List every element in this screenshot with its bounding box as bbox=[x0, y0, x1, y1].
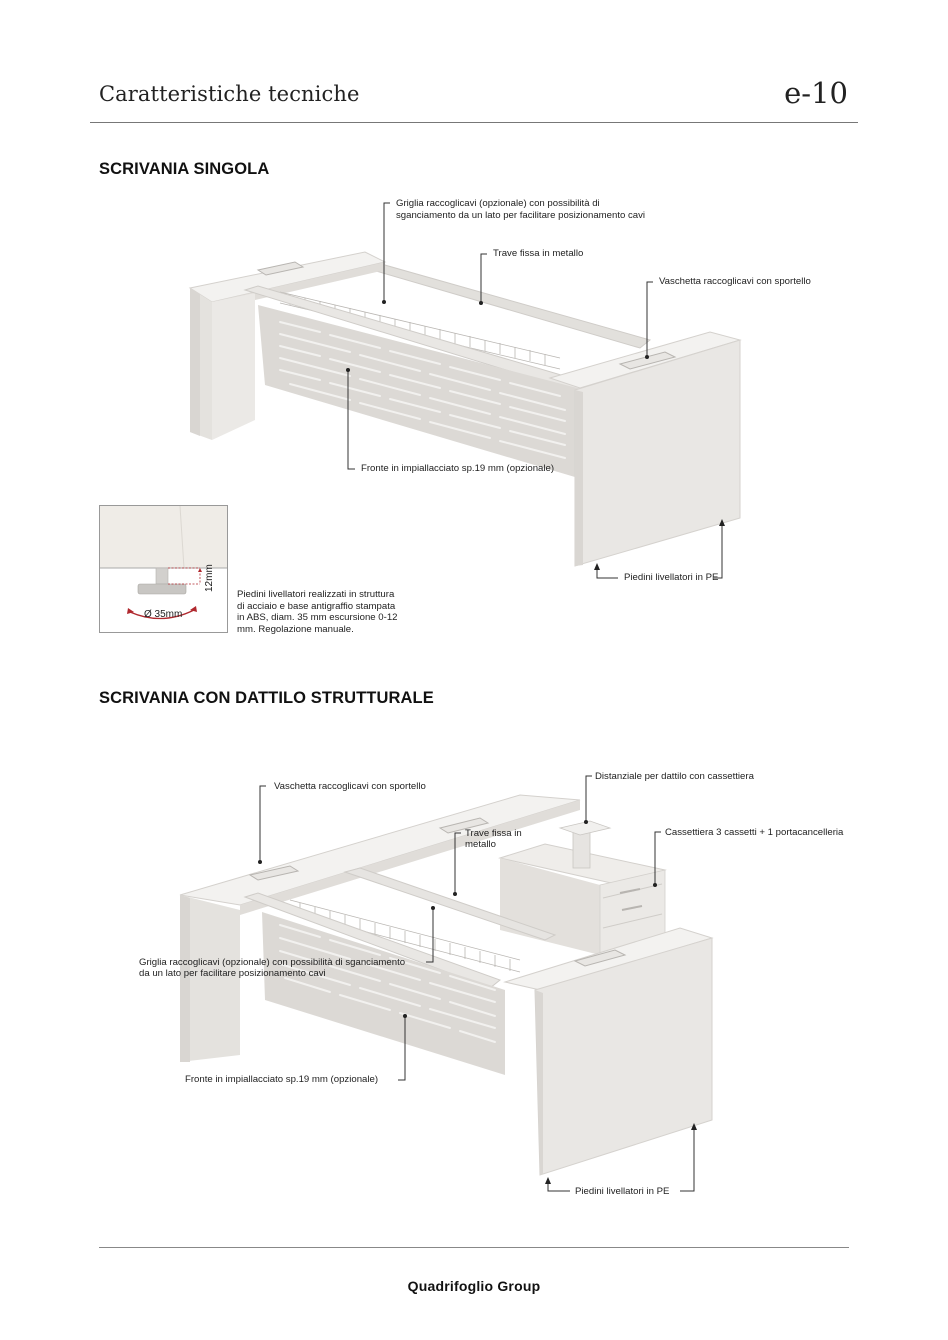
callout2-griglia-line2: da un lato per facilitare posizionamento cavi bbox=[139, 968, 326, 979]
page-code: e-10 bbox=[784, 76, 848, 110]
leveler-height-label: 12mm bbox=[204, 564, 215, 592]
callout2-fronte: Fronte in impiallacciato sp.19 mm (opzionale) bbox=[185, 1074, 379, 1085]
callout2-vaschetta: Vaschetta raccoglicavi con sportello bbox=[274, 781, 426, 792]
leveler-description-line: di acciaio e base antigraffio stampata bbox=[237, 600, 396, 612]
callout-griglia-line1: Griglia raccoglicavi (opzionale) con possibilità di bbox=[396, 198, 600, 209]
callout-griglia-line2: sganciamento da un lato per facilitare posizionamento cavi bbox=[396, 210, 646, 221]
callout2-piedini: Piedini livellatori in PE bbox=[575, 1186, 670, 1197]
page-title: Caratteristiche tecniche bbox=[99, 82, 360, 106]
leveler-diameter-label: Ø 35mm bbox=[144, 609, 183, 620]
leveler-description-line: Piedini livellatori realizzati in struttura bbox=[237, 589, 395, 600]
callout2-trave-line2: metallo bbox=[465, 839, 496, 850]
callout-trave: Trave fissa in metallo bbox=[493, 248, 584, 259]
callout2-trave-line1: Trave fissa in bbox=[465, 828, 522, 839]
callout2-cassettiera: Cassettiera 3 cassetti + 1 portacancelleria bbox=[665, 827, 844, 838]
callout2-distanziale: Distanziale per dattilo con cassettiera bbox=[595, 771, 754, 782]
callout-piedini: Piedini livellatori in PE bbox=[624, 572, 719, 583]
leveler-description-line: in ABS, diam. 35 mm escursione 0-12 bbox=[237, 612, 398, 623]
leveler-description-line: mm. Regolazione manuale. bbox=[237, 623, 354, 635]
footer-divider bbox=[99, 1247, 849, 1248]
footer-brand: Quadrifoglio Group bbox=[407, 1278, 541, 1294]
section-title-scrivania-dattilo: SCRIVANIA CON DATTILO STRUTTURALE bbox=[99, 689, 434, 707]
callout2-griglia-line1: Griglia raccoglicavi (opzionale) con possibilità di sganciamento bbox=[139, 957, 406, 968]
section-title-scrivania-singola: SCRIVANIA SINGOLA bbox=[99, 160, 270, 178]
callout-vaschetta: Vaschetta raccoglicavi con sportello bbox=[659, 276, 811, 287]
callout-fronte: Fronte in impiallacciato sp.19 mm (opzionale) bbox=[361, 463, 555, 474]
